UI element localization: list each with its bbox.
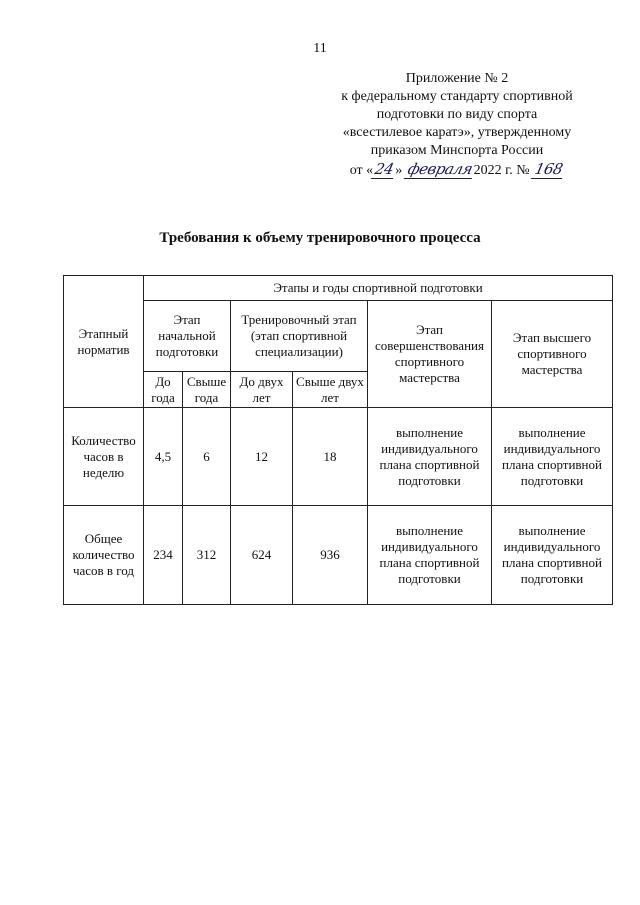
order-quote-close: » xyxy=(395,163,403,178)
table-row xyxy=(64,506,613,605)
table-row xyxy=(64,276,613,301)
document-title: Требования к объему тренировочного процесса xyxy=(159,230,481,246)
table-cell: 936 xyxy=(293,506,368,605)
table-cell: 18 xyxy=(293,408,368,506)
table-row xyxy=(64,408,613,506)
appendix-block xyxy=(322,70,592,180)
handwritten-month: февраля xyxy=(403,160,476,179)
header-stage-highest: Этап высшего спортивного мастерства xyxy=(492,301,613,408)
order-year: 2022 г. № xyxy=(473,163,530,178)
appendix-line: подготовки по виду спорта xyxy=(376,107,538,122)
table-row xyxy=(64,301,613,372)
row-label: Количество часов в неделю xyxy=(64,408,144,506)
page-number: 11 xyxy=(313,41,327,56)
table-cell: выполнение индивидуального плана спортивной подготовки xyxy=(368,408,492,506)
header-stages-group: Этапы и годы спортивной подготовки xyxy=(144,276,613,301)
appendix-line: приказом Минспорта России xyxy=(370,143,544,158)
header-stage-initial: Этап начальной подготовки xyxy=(144,301,231,372)
table-cell: 234 xyxy=(144,506,183,605)
table-cell: 624 xyxy=(231,506,293,605)
order-prefix: от « xyxy=(349,163,374,178)
header-norm: Этапный норматив xyxy=(64,276,144,408)
table-cell: выполнение индивидуального плана спортивной подготовки xyxy=(368,506,492,605)
subheader-training-2: Свыше двух лет xyxy=(293,372,368,408)
table-cell: 4,5 xyxy=(144,408,183,506)
subheader-initial-1: До года xyxy=(144,372,183,408)
table-cell: выполнение индивидуального плана спортивной подготовки xyxy=(492,506,613,605)
table-cell: 312 xyxy=(183,506,231,605)
appendix-line: «всестилевое каратэ», утвержденному xyxy=(342,125,572,140)
header-stage-improvement: Этап совершенствования спортивного мастерства xyxy=(368,301,492,408)
table-cell: 6 xyxy=(183,408,231,506)
row-label: Общее количество часов в год xyxy=(64,506,144,605)
subheader-training-1: До двух лет xyxy=(231,372,293,408)
appendix-line: к федеральному стандарту спортивной xyxy=(341,89,573,104)
order-line xyxy=(322,160,592,180)
subheader-initial-2: Свыше года xyxy=(183,372,231,408)
table-cell: 12 xyxy=(231,408,293,506)
handwritten-day: 24 xyxy=(371,160,397,179)
appendix-line: Приложение № 2 xyxy=(405,71,509,86)
requirements-table xyxy=(63,275,613,605)
table-cell: выполнение индивидуального плана спортивной подготовки xyxy=(492,408,613,506)
handwritten-order-number: 168 xyxy=(531,160,566,179)
header-stage-training: Тренировочный этап (этап спортивной специализации) xyxy=(231,301,368,372)
